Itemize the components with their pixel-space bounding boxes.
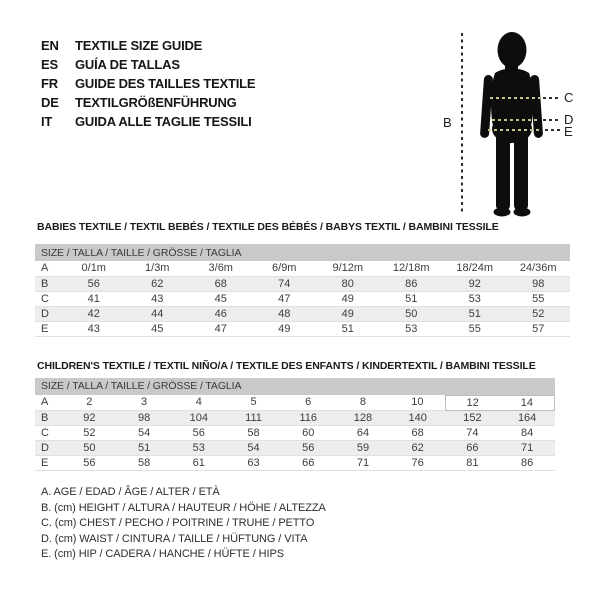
table-row: [35, 321, 570, 336]
row-label: D: [41, 441, 49, 454]
table-cell: 6/9m: [272, 262, 297, 275]
language-code: FR: [41, 76, 58, 91]
hip-measure-line: [488, 129, 542, 131]
table-cell: 8: [359, 396, 367, 409]
table-cell: 104: [189, 411, 208, 424]
legend-height: B. (cm) HEIGHT / ALTURA / HAUTEUR / HÖHE / ALTEZZA: [41, 501, 326, 514]
table-cell: 58: [137, 456, 151, 469]
waist-measure-line: [543, 119, 561, 121]
table-cell: 92: [83, 411, 96, 424]
table-cell: 152: [463, 411, 482, 424]
table-row: [35, 395, 555, 410]
legend-age: A. AGE / EDAD / ÂGE / ALTER / ETÀ: [41, 486, 220, 498]
table-cell: 71: [356, 456, 370, 469]
table-row: [35, 261, 570, 276]
legend-hip: E. (cm) HIP / CADERA / HANCHE / HÜFTE / HIPS: [41, 548, 284, 560]
chest-measure-line: [543, 97, 561, 99]
table-cell: 98: [137, 411, 151, 424]
table-cell: 14: [500, 395, 555, 410]
table-row: [35, 455, 555, 470]
height-label: B: [443, 115, 452, 130]
table-cell: 164: [517, 411, 537, 424]
hip-label: E: [564, 124, 573, 139]
language-title-list: [41, 36, 255, 131]
list-item: [41, 112, 255, 131]
table-cell: 56: [302, 441, 315, 454]
table-cell: 5: [250, 396, 257, 409]
table-cell: 86: [405, 277, 418, 290]
table-cell: 59: [356, 441, 370, 454]
table-cell: 140: [408, 411, 427, 424]
table-cell: 51: [405, 292, 418, 305]
table-cell: 57: [532, 322, 545, 335]
table-row: [35, 425, 555, 440]
children-size-table: [35, 378, 555, 471]
table-cell: 74: [278, 277, 291, 290]
table-cell: 24/36m: [519, 262, 557, 275]
table-cell: 51: [341, 322, 354, 335]
table-cell: 84: [521, 426, 534, 439]
table-cell: 12: [445, 395, 500, 410]
list-item: [41, 93, 255, 112]
table-cell: 86: [521, 456, 534, 469]
table-cell: 68: [411, 426, 424, 439]
table-cell: 54: [137, 426, 151, 439]
list-item: [41, 74, 255, 93]
table-cell: 53: [405, 322, 418, 335]
row-label: C: [41, 426, 49, 439]
table-cell: 0/1m: [81, 262, 106, 275]
table-cell: 2: [86, 396, 93, 409]
table-header: SIZE / TALLA / TAILLE / GRÖSSE / TAGLIA: [35, 378, 555, 395]
table-cell: 47: [278, 292, 291, 305]
table-cell: 3/6m: [208, 262, 233, 275]
row-label: B: [41, 277, 49, 290]
table-cell: 62: [151, 277, 164, 290]
measurement-legend: [41, 486, 326, 564]
language-code: ES: [41, 57, 58, 72]
table-cell: 54: [247, 441, 260, 454]
table-cell: 66: [302, 456, 315, 469]
table-row: [35, 410, 555, 425]
table-cell: 45: [151, 322, 164, 335]
height-measure-line: [461, 33, 463, 213]
table-cell: 41: [87, 292, 100, 305]
table-row: [35, 306, 570, 321]
list-item: [41, 55, 255, 74]
guide-title: GUIDE DES TAILLES TEXTILE: [75, 76, 256, 91]
row-label: D: [41, 307, 49, 320]
babies-size-table: [35, 244, 570, 337]
row-label: C: [41, 292, 49, 305]
table-cell: 58: [247, 426, 260, 439]
table-cell: 56: [192, 426, 205, 439]
row-label: E: [41, 456, 49, 469]
table-cell: 63: [247, 456, 260, 469]
table-cell: 71: [521, 441, 534, 454]
table-cell: 62: [411, 441, 424, 454]
table-cell: 55: [468, 322, 481, 335]
table-cell: 53: [468, 292, 481, 305]
waist-measure-line: [492, 119, 540, 121]
guide-title: GUÍA DE TALLAS: [75, 57, 180, 72]
table-cell: 4: [195, 396, 202, 409]
table-cell: 116: [299, 411, 317, 424]
table-cell: 64: [356, 426, 370, 439]
table-cell: 43: [87, 322, 100, 335]
chest-measure-line: [490, 97, 540, 99]
table-cell: 1/3m: [145, 262, 170, 275]
table-cell: 49: [341, 292, 354, 305]
table-cell: 68: [214, 277, 227, 290]
row-label: B: [41, 411, 49, 424]
table-cell: 61: [192, 456, 205, 469]
table-cell: 48: [278, 307, 291, 320]
table-cell: 74: [466, 426, 479, 439]
table-cell: 10: [411, 396, 424, 409]
language-code: EN: [41, 38, 59, 53]
table-cell: 60: [302, 426, 315, 439]
guide-title: GUIDA ALLE TAGLIE TESSILI: [75, 114, 252, 129]
legend-chest: C. (cm) CHEST / PECHO / POITRINE / TRUHE / PETTO: [41, 517, 315, 529]
table-cell: 56: [83, 456, 96, 469]
guide-title: TEXTILGRÖßENFÜHRUNG: [75, 95, 237, 110]
row-label: A: [41, 262, 49, 275]
legend-waist: D. (cm) WAIST / CINTURA / TAILLE / HÜFTUNG / VITA: [41, 532, 308, 545]
language-code: IT: [41, 114, 53, 129]
table-cell: 92: [468, 277, 481, 290]
language-code: DE: [41, 95, 59, 110]
table-cell: 52: [532, 307, 545, 320]
table-cell: 9/12m: [332, 262, 364, 275]
table-cell: 3: [141, 396, 148, 409]
table-row: [35, 440, 555, 455]
table-cell: 18/24m: [456, 262, 494, 275]
table-cell: 12/18m: [392, 262, 430, 275]
table-cell: 50: [83, 441, 96, 454]
table-row: [35, 291, 570, 306]
table-header: SIZE / TALLA / TAILLE / GRÖSSE / TAGLIA: [35, 244, 570, 261]
table-cell: 51: [137, 441, 151, 454]
row-label: A: [41, 396, 49, 409]
row-label: E: [41, 322, 49, 335]
table-cell: 128: [353, 411, 373, 424]
table-cell: 45: [214, 292, 227, 305]
measurement-figure: [430, 20, 600, 230]
table-cell: 80: [341, 277, 354, 290]
child-silhouette-icon: [468, 28, 554, 218]
table-cell: 49: [341, 307, 354, 320]
babies-section-title: BABIES TEXTILE / TEXTIL BEBÉS / TEXTILE DES BÉBÉS / BABYS TEXTIL / BAMBINI TESSILE: [37, 221, 499, 233]
table-cell: 81: [466, 456, 479, 469]
chest-label: C: [564, 90, 574, 105]
table-cell: 52: [83, 426, 96, 439]
table-cell: 51: [468, 307, 481, 320]
guide-title: TEXTILE SIZE GUIDE: [75, 38, 203, 53]
table-cell: 50: [405, 307, 418, 320]
table-cell: 46: [214, 307, 227, 320]
table-cell: 47: [214, 322, 227, 335]
table-cell: 49: [278, 322, 291, 335]
table-cell: 98: [532, 277, 545, 290]
children-section-title: CHILDREN'S TEXTILE / TEXTIL NIÑO/A / TEXTILE DES ENFANTS / KINDERTEXTIL / BAMBINI TESSILE: [37, 360, 536, 372]
table-cell: 66: [466, 441, 479, 454]
table-cell: 53: [192, 441, 205, 454]
table-cell: 56: [87, 277, 100, 290]
waist-label: D: [564, 112, 574, 127]
table-cell: 55: [532, 292, 545, 305]
table-cell: 42: [87, 307, 100, 320]
table-cell: 43: [151, 292, 164, 305]
list-item: [41, 36, 255, 55]
hip-measure-line: [545, 129, 561, 131]
table-cell: 76: [411, 456, 424, 469]
table-row: [35, 276, 570, 291]
table-cell: 111: [245, 411, 262, 424]
table-cell: 44: [151, 307, 164, 320]
table-cell: 6: [305, 396, 312, 409]
